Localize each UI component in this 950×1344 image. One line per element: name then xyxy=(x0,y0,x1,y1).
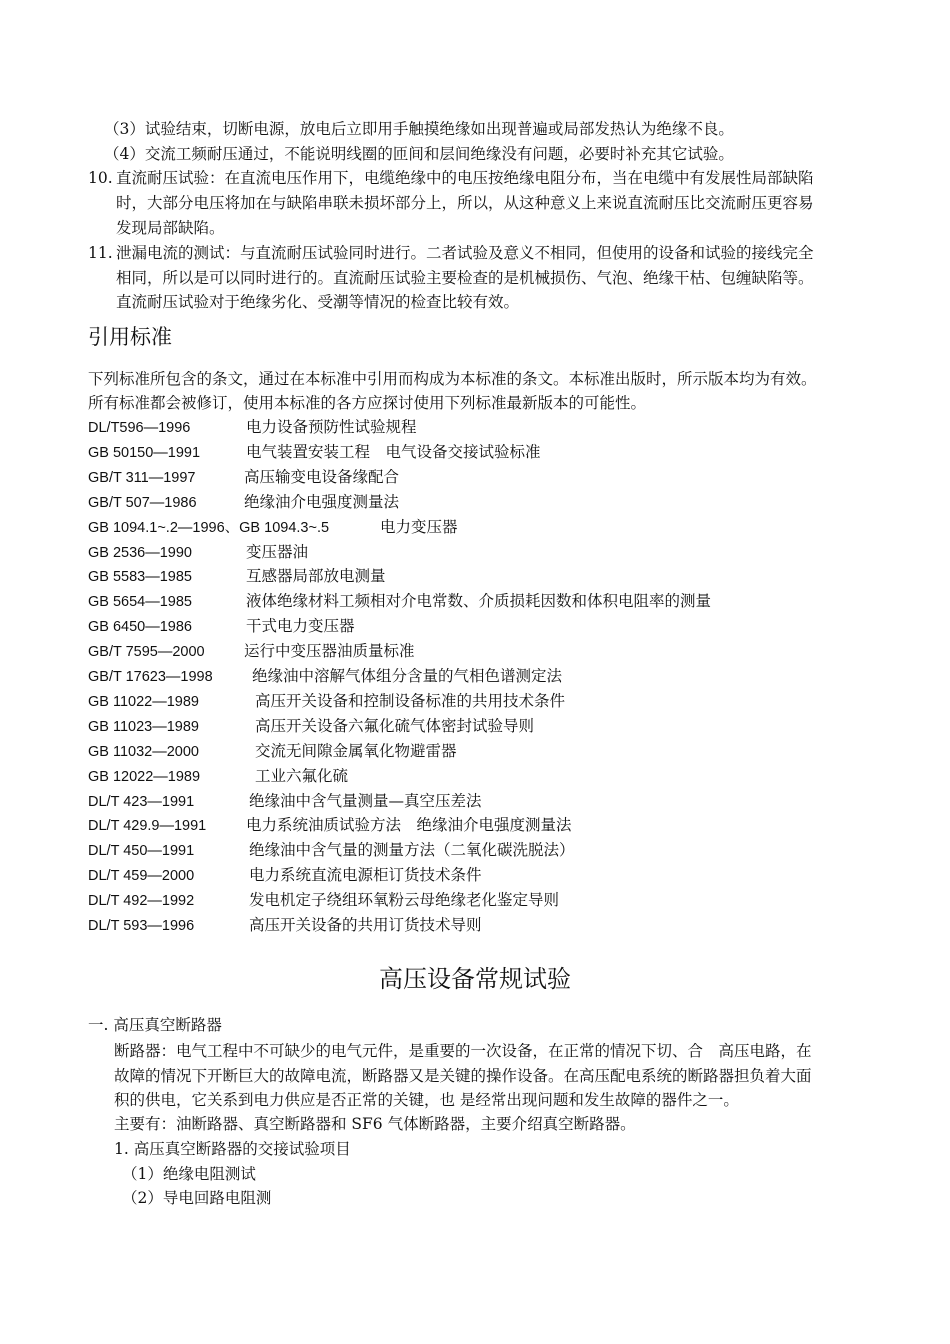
standard-title: 绝缘油中含气量测量—真空压差法 xyxy=(249,792,482,810)
standard-code: DL/T 459—2000 xyxy=(88,868,195,884)
item-10-line-3: 发现局部缺陷。 xyxy=(116,219,225,237)
standard-title: 工业六氟化硫 xyxy=(255,767,349,785)
standard-title: 运行中变压器油质量标准 xyxy=(244,642,415,660)
standard-code: DL/T 450—1991 xyxy=(88,843,195,859)
item-11-line-1: 泄漏电流的测试：与直流耐压试验同时进行。二者试验及意义不相同，但使用的设备和试验的接线完全 xyxy=(116,244,814,262)
item-10-line-1: 直流耐压试验：在直流电压作用下，电缆绝缘中的电压按绝缘电阻分布，当在电缆中有发展性局部缺陷 xyxy=(116,169,814,187)
standard-code: GB 2536—1990 xyxy=(88,545,192,561)
references-intro-line-2: 所有标准都会被修订，使用本标准的各方应探讨使用下列标准最新版本的可能性。 xyxy=(88,394,647,412)
standard-code: GB/T 7595—2000 xyxy=(88,644,205,660)
references-intro-line-1: 下列标准所包含的条文，通过在本标准中引用而构成为本标准的条文。本标准出版时，所示版本均为有效。 xyxy=(88,370,817,388)
standard-code: GB 11023—1989 xyxy=(88,719,199,735)
test-item-2: （2）导电回路电阻测 xyxy=(122,1189,272,1207)
breaker-para-line-3: 积的供电，它关系到电力供应是否正常的关键，也 是经常出现问题和发生故障的器件之一。 xyxy=(114,1091,739,1109)
standard-title: 干式电力变压器 xyxy=(246,617,355,635)
section-heading-routine-tests: 高压设备常规试验 xyxy=(379,965,571,993)
standard-code: GB/T 311—1997 xyxy=(88,470,196,486)
section-heading-references: 引用标准 xyxy=(88,325,172,349)
standard-title: 电力系统直流电源柜订货技术条件 xyxy=(249,866,482,884)
item-4: （4）交流工频耐压通过，不能说明线圈的匝间和层间绝缘没有问题，必要时补充其它试验。 xyxy=(104,145,734,163)
item-10-line-2: 时，大部分电压将加在与缺陷串联未损坏部分上，所以，从这种意义上来说直流耐压比交流耐压更容易 xyxy=(116,194,814,212)
standard-title: 发电机定子绕组环氧粉云母绝缘老化鉴定导则 xyxy=(249,891,560,909)
item-11-line-2: 相同，所以是可以同时进行的。直流耐压试验主要检查的是机械损伤、气泡、绝缘干枯、包缠缺陷等。 xyxy=(116,269,814,287)
standard-title: 交流无间隙金属氧化物避雷器 xyxy=(255,742,457,760)
standard-title: 高压开关设备和控制设备标准的共用技术条件 xyxy=(255,692,566,710)
standard-code: GB 12022—1989 xyxy=(88,769,201,785)
standard-title: 高压开关设备的共用订货技术导则 xyxy=(249,916,482,934)
breaker-para-line-2: 故障的情况下开断巨大的故障电流，断路器又是关键的操作设备。在高压配电系统的断路器担负着大面 xyxy=(114,1067,812,1085)
standard-code: DL/T 492—1992 xyxy=(88,893,195,909)
item-11-number: 11. xyxy=(88,244,113,262)
standard-code: GB/T 507—1986 xyxy=(88,495,197,511)
standard-code: GB/T 17623—1998 xyxy=(88,669,213,685)
handover-tests-heading: 1. 高压真空断路器的交接试验项目 xyxy=(114,1140,351,1158)
standard-code: GB 11032—2000 xyxy=(88,744,199,760)
standard-code: DL/T 593—1996 xyxy=(88,918,195,934)
standard-title: 绝缘油中含气量的测量方法（二氧化碳洗脱法） xyxy=(249,841,575,859)
subsection-vacuum-breaker: 一. 高压真空断路器 xyxy=(88,1016,222,1034)
standard-title: 互感器局部放电测量 xyxy=(246,567,386,585)
item-3: （3）试验结束，切断电源，放电后立即用手触摸绝缘如出现普遍或局部发热认为绝缘不良。 xyxy=(104,120,734,138)
standard-title: 高压开关设备六氟化硫气体密封试验导则 xyxy=(255,717,535,735)
standard-title: 电力系统油质试验方法 绝缘油介电强度测量法 xyxy=(246,816,572,834)
standard-code: GB 5583—1985 xyxy=(88,569,192,585)
breaker-types-line: 主要有：油断路器、真空断路器和 SF6 气体断路器，主要介绍真空断路器。 xyxy=(114,1115,636,1133)
item-10-number: 10. xyxy=(88,169,113,187)
standard-title: 电气装置安装工程 电气设备交接试验标准 xyxy=(246,443,541,461)
standard-title: 高压输变电设备缘配合 xyxy=(244,468,400,486)
standard-title: 电力设备预防性试验规程 xyxy=(246,418,417,436)
standard-code: GB 1094.1~.2—1996、GB 1094.3~.5 xyxy=(88,520,330,536)
breaker-para-line-1: 断路器：电气工程中不可缺少的电气元件，是重要的一次设备，在正常的情况下切、合 高压电路，在 xyxy=(114,1042,812,1060)
standard-code: GB 5654—1985 xyxy=(88,594,192,610)
standard-code: GB 6450—1986 xyxy=(88,619,192,635)
standard-code: GB 50150—1991 xyxy=(88,445,201,461)
standard-title: 电力变压器 xyxy=(380,518,458,536)
standard-code: DL/T 429.9—1991 xyxy=(88,818,207,834)
standard-code: DL/T 423—1991 xyxy=(88,794,195,810)
standard-title: 液体绝缘材料工频相对介电常数、介质损耗因数和体积电阻率的测量 xyxy=(246,592,712,610)
standard-title: 绝缘油中溶解气体组分含量的气相色谱测定法 xyxy=(252,667,563,685)
test-item-1: （1）绝缘电阻测试 xyxy=(122,1165,256,1183)
standard-code: GB 11022—1989 xyxy=(88,694,199,710)
standard-title: 变压器油 xyxy=(246,543,309,561)
standard-title: 绝缘油介电强度测量法 xyxy=(244,493,400,511)
standard-code: DL/T596—1996 xyxy=(88,420,191,436)
item-11-line-3: 直流耐压试验对于绝缘劣化、受潮等情况的检查比较有效。 xyxy=(116,293,520,311)
